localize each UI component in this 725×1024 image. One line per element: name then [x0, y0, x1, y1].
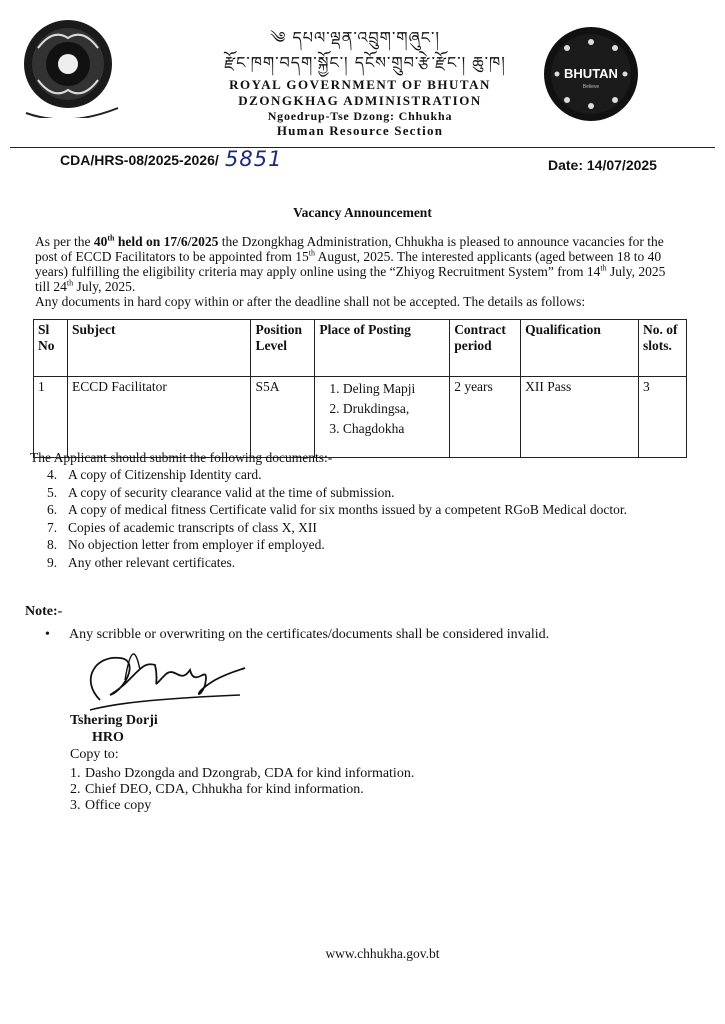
note-label: Note:-: [25, 604, 63, 619]
list-item: 6. A copy of medical fitness Certificate valid for six months issued by a competent RGoB Medical doctor.: [47, 502, 628, 517]
header-sl-no: Sl No: [34, 320, 68, 377]
page-title: Vacancy Announcement: [293, 205, 432, 220]
list-item: 3. Office copy: [70, 798, 152, 813]
header-contract-period: Contract period: [450, 320, 521, 377]
list-item: 8. No objection letter from employer if employed.: [47, 537, 325, 552]
org-name-line-1: ROYAL GOVERNMENT OF BHUTAN: [229, 77, 491, 92]
dzongkhag-emblem-icon: [18, 18, 126, 118]
org-name-line-3: Ngoedrup-Tse Dzong: Chhukha: [267, 109, 453, 123]
header-divider: [10, 147, 715, 148]
posting-place: 3. Chagdokha: [329, 421, 405, 436]
dzongkha-header-line-2: རྫོང་ཁག་བདག་སྐྱོང་། དངོས་གྲུབ་རྩེ་རྫོང་། ཆུ་ཁ།: [224, 53, 506, 72]
reference-number: CDA/HRS-08/2025-2026/: [60, 152, 219, 168]
header-qualification: Qualification: [521, 320, 639, 377]
svg-text:Believe: Believe: [582, 84, 600, 90]
list-item: 5. A copy of security clearance valid at the time of submission.: [47, 484, 395, 500]
cell-slots: 3: [639, 377, 687, 458]
header-subject: Subject: [67, 320, 251, 377]
handwritten-reference-number: 5851: [225, 147, 283, 171]
documents-intro: The Applicant should submit the following documents:-: [30, 450, 333, 465]
svg-text:BHUTAN: BHUTAN: [564, 66, 618, 81]
signatory-name: Tshering Dorji: [70, 713, 158, 728]
header-slots: No. of slots.: [639, 320, 687, 377]
signature-icon: [80, 640, 250, 722]
header-position-level: Position Level: [251, 320, 315, 377]
signatory-title: HRO: [92, 730, 124, 745]
deadline-notice: Any documents in hard copy within or after the deadline shall not be accepted. The details as follows:: [35, 294, 586, 309]
note-text: Any scribble or overwriting on the certificates/documents shall be considered invalid.: [69, 627, 550, 642]
cell-position-level: S5A: [251, 377, 315, 458]
list-item: 1. Dasho Dzongda and Dzongrab, CDA for kind information.: [70, 766, 415, 781]
documents-list: [47, 467, 667, 572]
vacancy-table: [33, 319, 687, 458]
copy-to-list: [70, 766, 570, 814]
list-item: 9. Any other relevant certificates.: [47, 554, 236, 570]
footer-website: www.chhukha.gov.bt: [325, 946, 440, 961]
table-header-row: [34, 320, 687, 377]
cell-place-of-posting: [315, 377, 450, 458]
org-name-line-2: DZONGKHAG ADMINISTRATION: [238, 93, 482, 108]
cell-qualification: XII Pass: [521, 377, 639, 458]
list-item: 7. Copies of academic transcripts of class X, XII: [47, 519, 317, 535]
copy-to-label: Copy to:: [70, 747, 119, 762]
bullet-icon: •: [45, 627, 50, 642]
org-name-line-4: Human Resource Section: [276, 123, 444, 138]
posting-place: 2. Drukdingsa,: [329, 401, 410, 416]
table-row: [34, 377, 687, 458]
list-item: 2. Chief DEO, CDA, Chhukha for kind information.: [70, 782, 364, 797]
header-place-of-posting: Place of Posting: [315, 320, 450, 377]
letter-date: Date: 14/07/2025: [548, 157, 657, 173]
cell-subject: ECCD Facilitator: [67, 377, 251, 458]
dzongkha-header-line-1: ༄ དཔལ་ལྡན་འབྲུག་གཞུང་།: [270, 28, 440, 47]
announcement-paragraph: As per the 40th held on 17/6/2025 the Dzongkhag Administration, Chhukha is pleased to announce vacancies for the post of ECCD Facilitators to be appointed from 15th August, 2025. The interested applicants (aged between 18 to 40 years) fulfilling the eligibility criteria may apply online using the “Zhiyog Recruitment System” from 14th July, 2025 till 24th July, 2025. Any documents in hard copy within or after the deadline shall not be accepted. The details as follows:: [35, 233, 666, 309]
bhutan-brand-logo-icon: [543, 26, 639, 122]
cell-contract-period: 2 years: [450, 377, 521, 458]
posting-place: 1. Deling Mapji: [329, 381, 416, 396]
cell-sl-no: 1: [34, 377, 68, 458]
list-item: 4. A copy of Citizenship Identity card.: [47, 467, 262, 482]
